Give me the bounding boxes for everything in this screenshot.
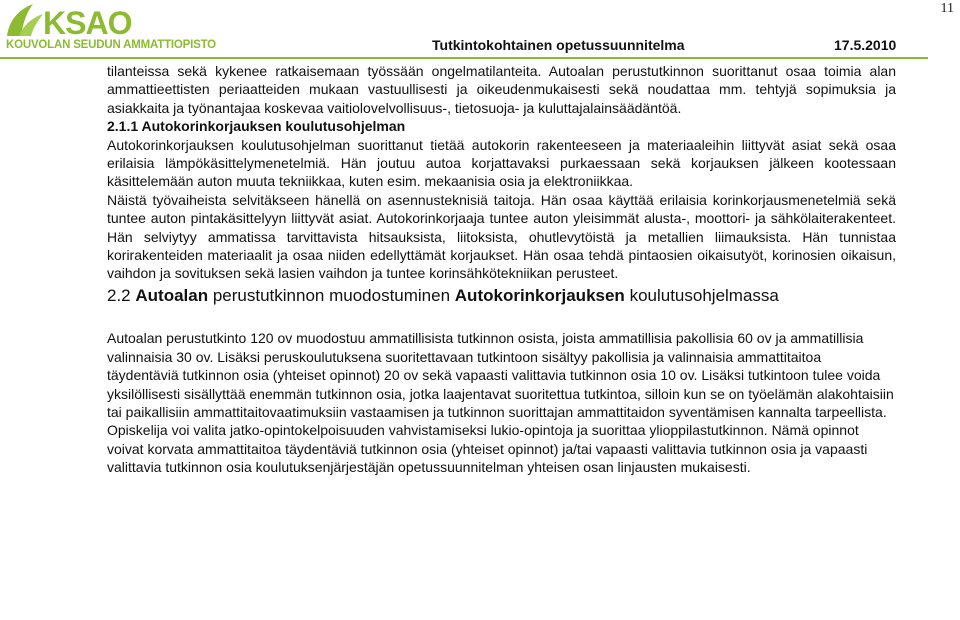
section-2-2-paragraph: Opiskelija voi valita jatko-opintokelpoisuuden vahvistamiseksi lukio-opintoja ja suorittaa ylioppilastutkinnon. Nämä opinnot voivat korvata ammattitaitoa täydentäviä tutkinnon osia (yhteiset opinnot) ja/tai vapaasti valittavia tutkinnon osia ja vapaasti valittavia tutkinnon osia koulutuksenjärjestäjän opetussuunnitelman yhteisen osan linjausten mukaisesti.: [107, 422, 868, 476]
document-date: 17.5.2010: [834, 37, 897, 53]
logo-wordmark: KSAO: [43, 5, 132, 41]
page-number: 11: [940, 1, 954, 16]
section-2-1-1-paragraph: Näistä työvaiheista selvitäkseen hänellä on asennusteknisiä taitoja. Hän osaa käyttää erilaisia korinkorjausmenetelmiä sekä tuntee auton pintakäsittelyyn liittyvät asiat. Autokorinkorjaaja tuntee auton yleisimmät alusta-, moottori- ja sähkölaiterakenteet. Hän selviytyy ammatissa tarvittavista hitsauksista, liitoksista, ohutlevytöistä ja metallien liimauksista. Hän tunnistaa korirakenteiden materiaalit ja osaa niiden edellyttämät korjaukset. Hän osaa tehdä pintaosien oikaisutyöt, korinosien oikaisun, vaihdon ja sovituksen sekä lasien vaihdon ja tuntee korinsähkötekniikan perusteet.: [107, 191, 896, 282]
leaf-icon: [3, 2, 45, 38]
heading-bold-text: Autoalan: [135, 285, 209, 305]
section-2-1-1-heading: 2.1.1 Autokorinkorjauksen koulutusohjelman: [107, 118, 406, 135]
document-title: Tutkintokohtainen opetussuunnitelma: [432, 37, 685, 53]
section-2-2-heading: [107, 287, 896, 305]
ksao-logo: [3, 2, 243, 58]
intro-paragraph: tilanteissa sekä kykenee ratkaisemaan työssään ongelmatilanteita. Autoalan perustutkinnon suorittanut osaa toimia alan ammattieettisten periaatteiden mukaan vastuullisesti ja oikeudenmukaisesti sekä noudattaa mm. tehtyjä sopimuksia ja asiakkaita ja työnantajaa koskevaa vaitiolovelvollisuus-, tietosuoja- ja kuluttajalainsäädäntöä.: [107, 63, 896, 116]
heading-bold-text: Autokorinkorjauksen: [454, 285, 625, 305]
document-body: [107, 62, 896, 477]
section-2-2-paragraph: Autoalan perustutkinto 120 ov muodostuu ammatillisista tutkinnon osista, joista ammatillisia pakollisia 60 ov ja ammatillisia valinnaisia 30 ov. Lisäksi peruskoulutuksena suoritettavaan tutkintoon sisältyy pakollisia ja valinnaisia ammattitaitoa täydentäviä tutkinnon osia (yhteiset opinnot) 20 ov sekä vapaasti valittavia tutkinnon osia 10 ov. Lisäksi tutkintoon tulee voida yksilöllisesti sisällyttää enemmän tutkinnon osia, jotka laajentavat suoritettua tutkintoa, silloin kun se on työelämän alakohtaisiin tai paikallisiin ammattitaitovaatimuksiin vastaamisen ja tutkinnon suorittajan ammattitaidon syventämisen kannalta tarpeellista.: [107, 330, 894, 420]
section-2-1-1-paragraph: Autokorinkorjauksen koulutusohjelman suorittanut tietää autokorin rakenteeseen ja materiaaleihin liittyvät asiat sekä osaa erilaisia lämpökäsittelymenetelmiä. Hän joutuu autoa korjattavaksi purkaessaan sekä korjauksen jälkeen kootessaan käsittelemään auton muuta tekniikkaa, kuten esim. mekaanisia osia ja elektroniikkaa.: [107, 136, 896, 190]
section-number: 2.2: [107, 285, 131, 305]
heading-text: koulutusohjelmassa: [629, 285, 779, 305]
page-header: [0, 0, 960, 60]
heading-text: perustutkinnon muodostuminen: [212, 285, 451, 305]
header-divider: [0, 57, 928, 59]
logo-subtitle: KOUVOLAN SEUDUN AMMATTIOPISTO: [6, 39, 216, 51]
